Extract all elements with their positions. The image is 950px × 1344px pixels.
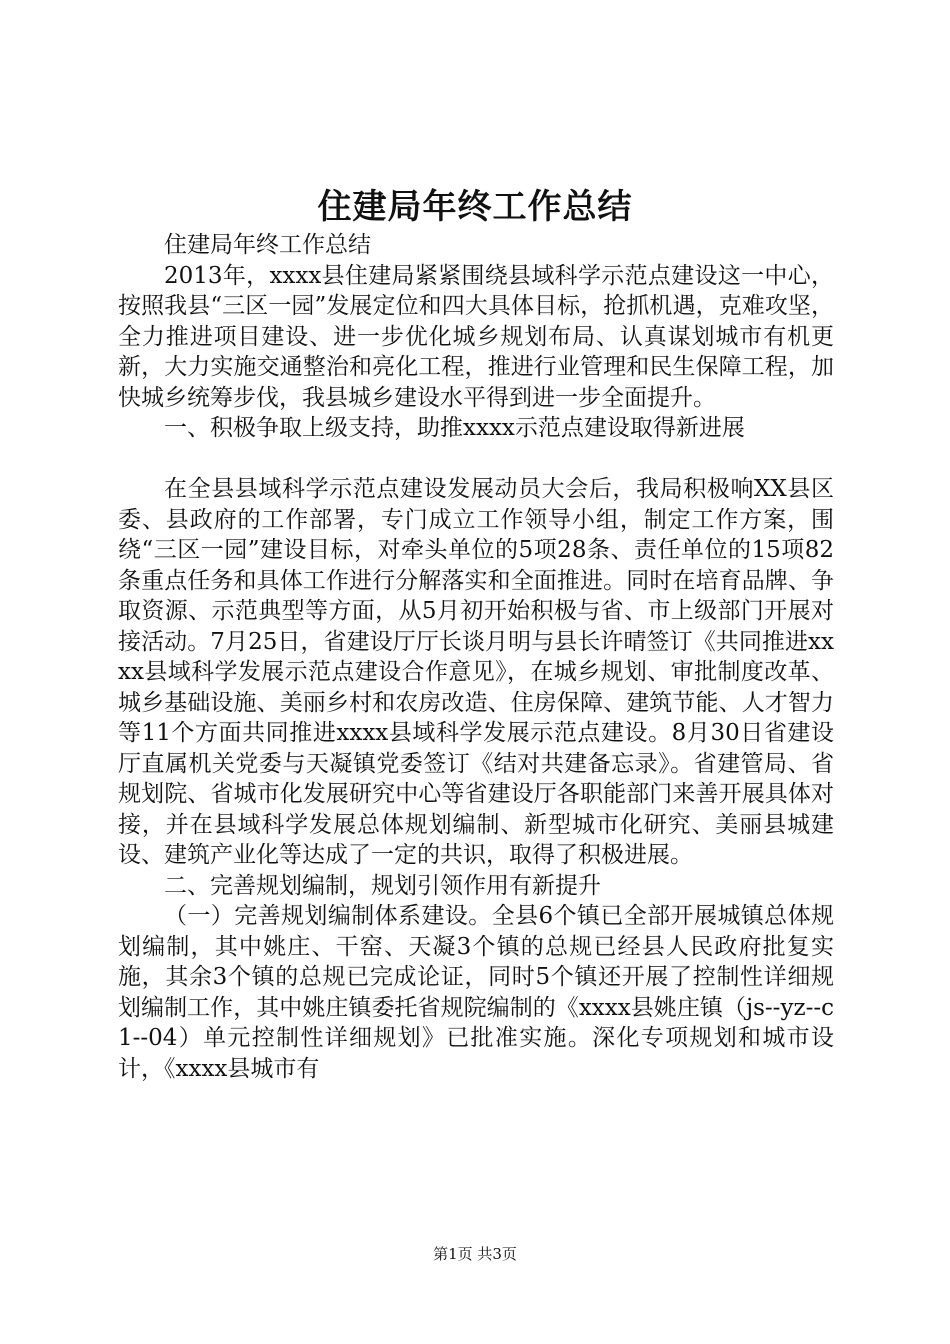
paragraph-section-1: 在全县县域科学示范点建设发展动员大会后，我局积极响XX县区委、县政府的工作部署，专门成立工作领导小组，制定工作方案，围绕“三区一园”建设目标，对牵头单位的5项28条、责任单位的15项82条重点任务和具体工作进行分解落实和全面推进。同时在培育品牌、争取资源、示范典型等方面，从5月初开始积极与省、市上级部门开展对接活动。7月25日，省建设厅厅长谈月明与县长许晴签订《共同推进xxxx县域科学发展示范点建设合作意见》，在城乡规划、审批制度改革、城乡基础设施、美丽乡村和农房改造、住房保障、建筑节能、人才智力等11个方面共同推进xxxx县域科学发展示范点建设。8月30日省建设厅直属机关党委与天凝镇党委签订《结对共建备忘录》。省建管局、省规划院、省城市化发展研究中心等省建设厅各职能部门来善开展具体对接，并在县域科学发展总体规划编制、新型城市化研究、美丽县城建设、建筑产业化等达成了一定的共识，取得了积极进展。 xyxy=(118,476,834,868)
paragraph-intro: 2013年，xxxx县住建局紧紧围绕县域科学示范点建设这一中心，按照我县“三区一园”发展定位和四大具体目标，抢抓机遇，克难攻坚，全力推进项目建设、进一步优化城乡规划布局、认真谋划城市有机更新，大力实施交通整治和亮化工程，推进行业管理和民生保障工程，加快城乡统筹步伐，我县城乡建设水平得到进一步全面提升。 xyxy=(118,262,834,411)
section-heading-2: 二、完善规划编制，规划引领作用有新提升 xyxy=(164,872,601,899)
page-number-footer: 第1页 共3页 xyxy=(433,1245,517,1263)
document-title: 住建局年终工作总结 xyxy=(317,187,633,227)
paragraph-section-2-1: （一）完善规划编制体系建设。全县6个镇已全部开展城镇总体规划编制，其中姚庄、干窑、天凝3个镇的总规已经县人民政府批复实施，其余3个镇的总规已完成论证，同时5个镇还开展了控制性详细规划编制工作，其中姚庄镇委托省规院编制的《xxxx县姚庄镇（js--yz--c1--04）单元控制性详细规划》已批准实施。深化专项规划和城市设计，《xxxx县城市有 xyxy=(118,903,834,1082)
paragraph-subtitle: 住建局年终工作总结 xyxy=(164,232,371,258)
document-body xyxy=(118,230,834,1084)
section-heading-1: 一、积极争取上级支持，助推xxxx示范点建设取得新进展 xyxy=(164,415,745,441)
